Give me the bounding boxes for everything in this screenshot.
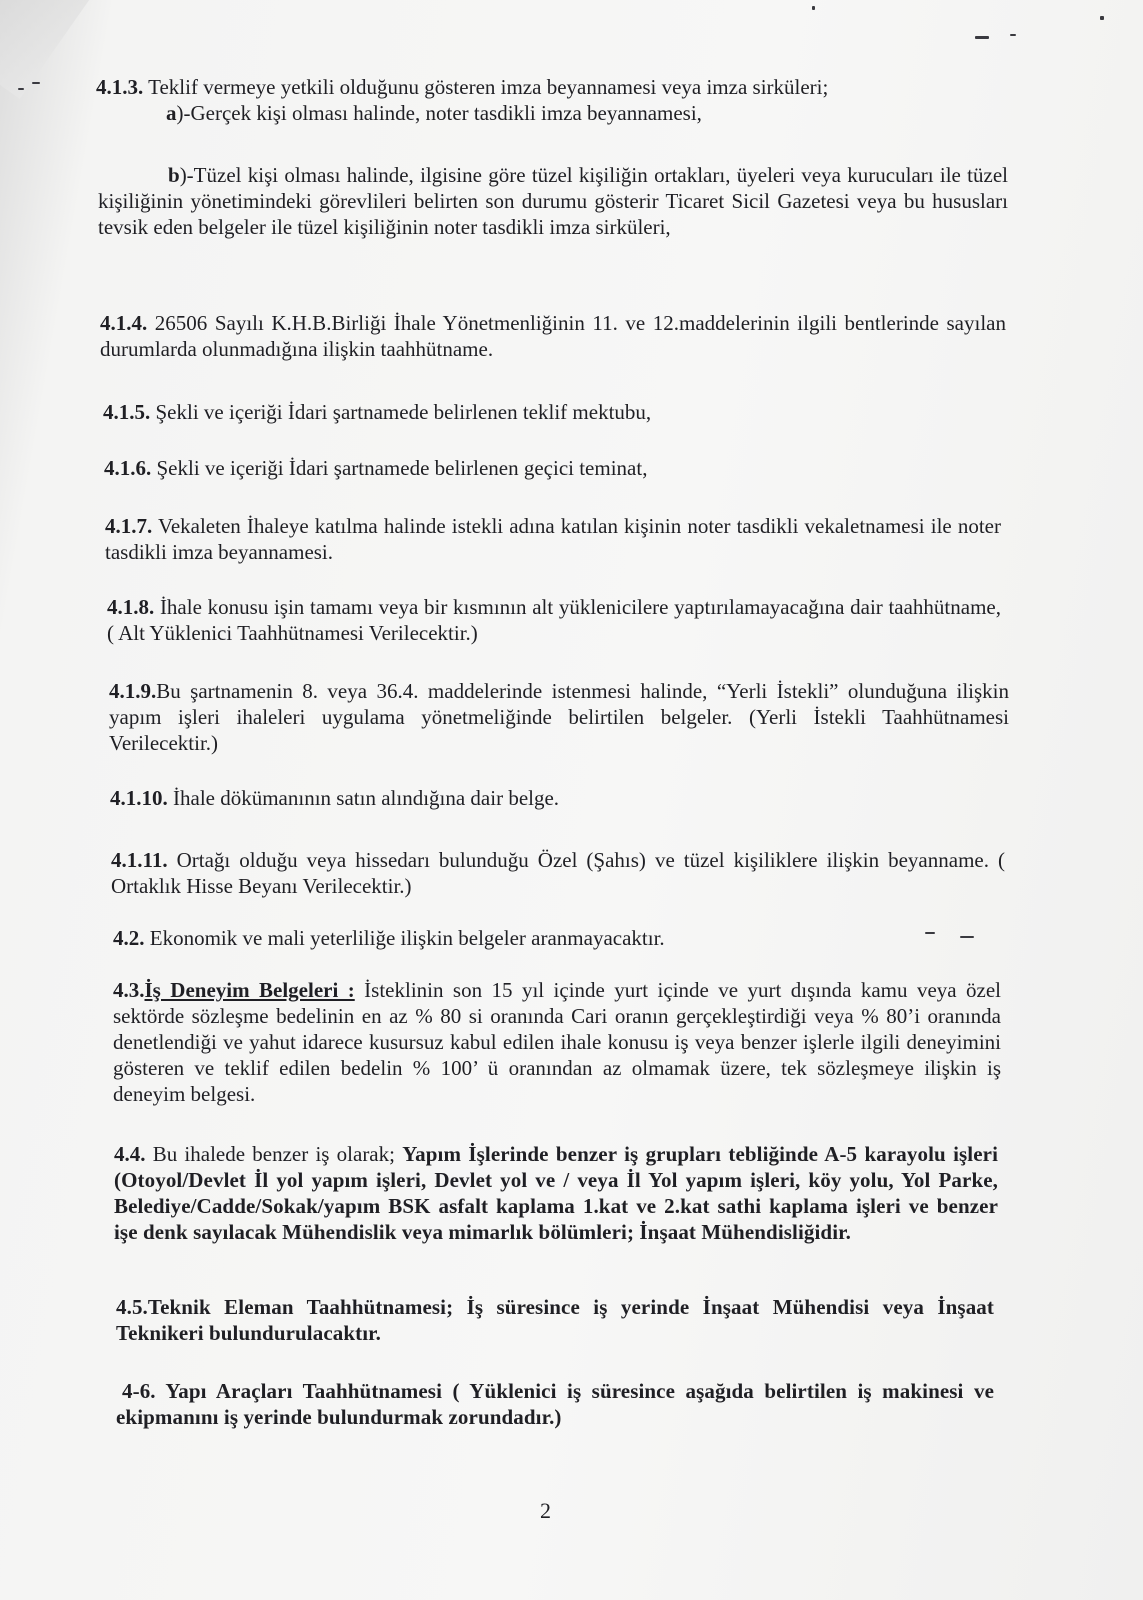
section-number: 4.1.5. bbox=[103, 400, 151, 424]
section-4-6 bbox=[116, 1378, 994, 1430]
section-text: İsteklinin son 15 yıl içinde yurt içinde ve yurt dışında kamu veya özel sektörde sözleşme bedelinin en az % 80 si oranında Cari oranın gerçekleştirdiği veya % 80’i oranında denetlendiği ve yahut idarece kusursuz kabul edilen ihale konusu iş veya benzer işlerle ilgili deneyimini gösteren ve teklif edilen bedelin % 100’ ü oranından az olmamak üzere, tek sözleşmeye ilişkin iş deneyim belgesi. bbox=[113, 978, 1001, 1106]
section-number: 4.3. bbox=[113, 978, 145, 1002]
section-4-1-10 bbox=[110, 785, 990, 811]
scan-speck bbox=[1100, 16, 1104, 20]
scan-speck bbox=[18, 88, 24, 90]
section-number: 4.2. bbox=[113, 926, 145, 950]
item-prefix: b bbox=[168, 163, 180, 187]
section-bold-text: Yapım İşlerinde benzer iş grupları tebliğinde A-5 karayolu işleri (Otoyol/Devlet İl yol yapım işleri, Devlet yol ve / veya İl Yol yapım işleri, köy yolu, Yol Parke, Belediye/Cadde/Sokak/yapım BSK asfalt kaplama 1.kat ve 2.kat sathi kaplama işleri ve benzer işe denk sayılacak Mühendislik veya mimarlık bölümleri; İnşaat Mühendisliğidir. bbox=[114, 1142, 999, 1244]
section-4-1-7 bbox=[105, 513, 1001, 565]
section-text: Şekli ve içeriği İdari şartnamede belirlenen teklif mektubu, bbox=[150, 400, 652, 424]
section-number: 4.1.9. bbox=[109, 679, 157, 703]
section-4-3 bbox=[113, 977, 1001, 1107]
section-text: 4-6. Yapı Araçları Taahhütnamesi ( Yüklenici iş süresince aşağıda belirtilen iş makinesi ve ekipmanını iş yerinde bulundurmak zorundadır.) bbox=[116, 1379, 994, 1429]
section-4-1-6 bbox=[104, 455, 1004, 481]
section-text: İhale dökümanının satın alındığına dair belge. bbox=[167, 786, 560, 810]
section-number: 4.4. bbox=[114, 1142, 146, 1166]
section-4-4 bbox=[114, 1141, 998, 1245]
section-4-1-8 bbox=[107, 594, 1001, 646]
section-text: İhale konusu işin tamamı veya bir kısmının alt yüklenicilere yaptırılamayacağına dair taahhütname, ( Alt Yüklenici Taahhütnamesi Verilecektir.) bbox=[107, 595, 1001, 645]
scan-speck bbox=[812, 6, 815, 10]
item-text: )-Tüzel kişi olması halinde, ilgisine göre tüzel kişiliğin ortakları, üyeleri veya kurucuları ile tüzel kişiliğinin yönetimindeki görevlileri belirten son durumu gösterir Ticaret Sicil Gazetesi veya bu hususları tevsik eden belgeler ile tüzel kişiliğinin noter tasdikli imza sirküleri, bbox=[98, 163, 1008, 239]
scan-speck bbox=[1010, 34, 1016, 36]
section-text: 4.5.Teknik Eleman Taahhütnamesi; İş süresince iş yerinde İnşaat Mühendisi veya İnşaat Teknikeri bulundurulacaktır. bbox=[116, 1295, 994, 1345]
section-text: Teklif vermeye yetkili olduğunu gösteren imza beyannamesi veya imza sirküleri; bbox=[143, 75, 829, 99]
item-b bbox=[98, 162, 1008, 240]
section-4-1-3-b bbox=[98, 162, 1008, 240]
item-a bbox=[96, 100, 1006, 126]
section-text: Vekaleten İhaleye katılma halinde istekli adına katılan kişinin noter tasdikli vekaletnamesi ile noter tasdikli imza beyannamesi. bbox=[105, 514, 1001, 564]
item-text: )-Gerçek kişi olması halinde, noter tasdikli imza beyannamesi, bbox=[176, 101, 702, 125]
section-4-5 bbox=[116, 1294, 994, 1346]
section-4-1-4 bbox=[100, 310, 1006, 362]
section-text: Bu şartnamenin 8. veya 36.4. maddelerinde istenmesi halinde, “Yerli İstekli” olunduğuna ilişkin yapım işleri ihaleleri uygulama yönetmeliğinde belirtilen belgeler. (Yerli İstekli Taahhütnamesi Verilecektir.) bbox=[109, 679, 1009, 755]
section-number: 4.1.8. bbox=[107, 595, 155, 619]
section-title: İş Deneyim Belgeleri : bbox=[144, 978, 355, 1002]
section-text: Bu ihalede benzer iş olarak; bbox=[145, 1142, 403, 1166]
page-fold-shadow bbox=[0, 0, 100, 99]
section-4-1-9 bbox=[109, 678, 1009, 756]
section-number: 4.1.11. bbox=[111, 848, 168, 872]
section-number: 4.1.4. bbox=[100, 311, 148, 335]
section-text: Şekli ve içeriği İdari şartnamede belirlenen geçici teminat, bbox=[151, 456, 648, 480]
page-number: 2 bbox=[540, 1498, 551, 1523]
section-number: 4.1.7. bbox=[105, 514, 153, 538]
item-prefix: a bbox=[166, 101, 177, 125]
section-4-2 bbox=[113, 925, 993, 951]
section-number: 4.1.10. bbox=[110, 786, 168, 810]
section-4-1-3-heading bbox=[96, 74, 1006, 100]
section-text: 26506 Sayılı K.H.B.Birliği İhale Yönetmenliğinin 11. ve 12.maddelerinin ilgili bentlerinde sayılan durumlarda olunmadığına ilişkin taahhütname. bbox=[100, 311, 1006, 361]
scan-speck bbox=[975, 36, 989, 39]
section-text: Ekonomik ve mali yeterliliğe ilişkin belgeler aranmayacaktır. bbox=[144, 926, 665, 950]
section-4-1-3 bbox=[96, 74, 1006, 126]
section-4-1-11 bbox=[111, 847, 1005, 899]
section-4-1-5 bbox=[103, 399, 1003, 425]
scan-speck bbox=[32, 82, 40, 84]
section-number: 4.1.6. bbox=[104, 456, 152, 480]
section-text: Ortağı olduğu veya hissedarı bulunduğu Özel (Şahıs) ve tüzel kişiliklere ilişkin beyanname. ( Ortaklık Hisse Beyanı Verilecektir.) bbox=[111, 848, 1005, 898]
section-number: 4.1.3. bbox=[96, 75, 144, 99]
